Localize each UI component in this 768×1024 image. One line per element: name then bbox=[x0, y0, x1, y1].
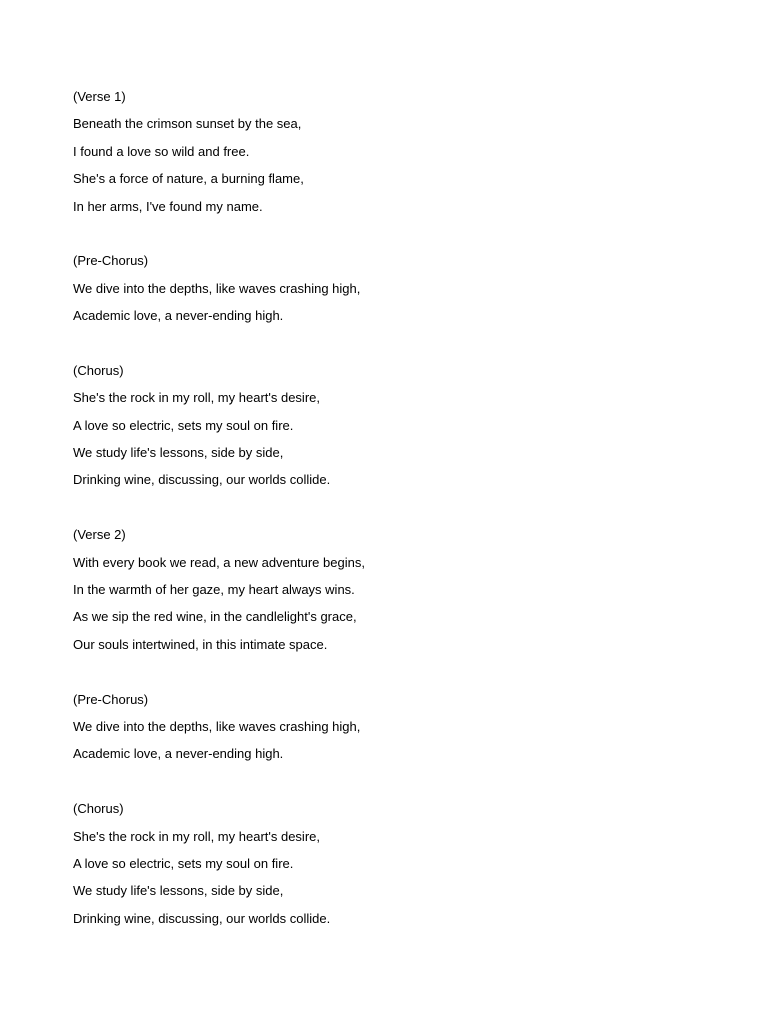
lyric-line: She's the rock in my roll, my heart's desire, bbox=[73, 828, 320, 844]
lyric-line: Academic love, a never-ending high. bbox=[73, 746, 284, 762]
section-chorus-1 bbox=[73, 357, 713, 494]
section-chorus-2 bbox=[73, 795, 713, 932]
lyric-line: We study life's lessons, side by side, bbox=[73, 883, 284, 899]
lyric-line: With every book we read, a new adventure begins, bbox=[73, 554, 365, 570]
lyric-line: Our souls intertwined, in this intimate space. bbox=[73, 636, 328, 652]
section-verse-1 bbox=[73, 83, 713, 220]
section-verse-2 bbox=[73, 521, 713, 658]
section-pre-chorus-1 bbox=[73, 247, 713, 329]
lyric-line: I found a love so wild and free. bbox=[73, 143, 250, 159]
lyric-line: Beneath the crimson sunset by the sea, bbox=[73, 116, 302, 132]
lyric-line: Academic love, a never-ending high. bbox=[73, 308, 284, 324]
lyric-line: In her arms, I've found my name. bbox=[73, 198, 263, 214]
section-pre-chorus-2 bbox=[73, 686, 713, 768]
section-spacer bbox=[73, 220, 713, 247]
lyrics-page bbox=[73, 83, 713, 932]
lyric-line: She's the rock in my roll, my heart's desire, bbox=[73, 390, 320, 406]
lyric-line: Drinking wine, discussing, our worlds collide. bbox=[73, 910, 331, 926]
lyric-line: We study life's lessons, side by side, bbox=[73, 445, 284, 461]
section-label: (Pre-Chorus) bbox=[73, 253, 149, 269]
section-spacer bbox=[73, 658, 713, 685]
section-label: (Chorus) bbox=[73, 362, 124, 378]
section-label: (Pre-Chorus) bbox=[73, 691, 149, 707]
section-label: (Verse 2) bbox=[73, 527, 126, 543]
lyric-line: In the warmth of her gaze, my heart always wins. bbox=[73, 582, 355, 598]
lyric-line: We dive into the depths, like waves crashing high, bbox=[73, 280, 361, 296]
lyric-line: She's a force of nature, a burning flame, bbox=[73, 171, 304, 187]
section-label: (Verse 1) bbox=[73, 89, 126, 104]
section-spacer bbox=[73, 768, 713, 795]
section-label: (Chorus) bbox=[73, 801, 124, 817]
lyric-line: We dive into the depths, like waves crashing high, bbox=[73, 718, 361, 734]
section-spacer bbox=[73, 330, 713, 357]
lyric-line: A love so electric, sets my soul on fire. bbox=[73, 417, 294, 433]
section-spacer bbox=[73, 494, 713, 521]
lyric-line: Drinking wine, discussing, our worlds collide. bbox=[73, 472, 331, 488]
lyric-line: As we sip the red wine, in the candlelight's grace, bbox=[73, 609, 357, 625]
lyric-line: A love so electric, sets my soul on fire. bbox=[73, 855, 294, 871]
